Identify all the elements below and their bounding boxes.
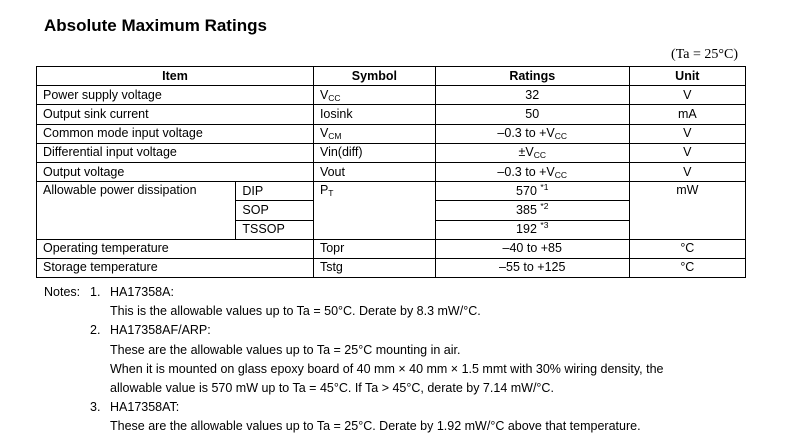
note-text: This is the allowable values up to Ta = 50°C. Derate by 8.3 mW/°C. [110,304,481,319]
unit-cell: V [629,143,745,162]
table-row [37,162,746,181]
note-line [44,417,764,436]
unit-cell: V [629,162,745,181]
symbol-cell: $P_T$ [313,182,435,240]
ambient-condition: (Ta = 25°C) [671,47,738,62]
note-1-heading [44,283,764,302]
note-heading: HA17358AT: [110,400,180,415]
unit-cell: mW [629,182,745,240]
item-cell: Differential input voltage [37,143,314,162]
note-line [44,360,764,379]
header-symbol: Symbol [313,67,435,86]
rating-cell: 570 $^{*1}$ [435,182,629,201]
header-unit: Unit [629,67,745,86]
package-cell: DIP [236,182,314,201]
header-ratings: Ratings [435,67,629,86]
notes-label: Notes: [44,285,81,299]
note-line [44,379,764,398]
rating-cell: $\pm V_{CC}$ [435,143,629,162]
unit-cell: V [629,124,745,143]
rating-cell: 32 [435,86,629,105]
note-3-heading [44,398,764,417]
note-text: These are the allowable values up to Ta = 25°C mounting in air. [110,342,461,357]
table-row [37,86,746,105]
ratings-table [36,66,746,278]
symbol-cell: Vin(diff) [313,143,435,162]
note-number: 2. [90,323,101,338]
rating-cell: 192 $^{*3}$ [435,220,629,239]
note-text: These are the allowable values up to Ta = 25°C. Derate by 1.92 mW/°C above that temperature. [110,419,641,434]
item-cell: Common mode input voltage [37,124,314,143]
table-row [37,258,746,277]
rating-cell: 385 $^{*2}$ [435,201,629,220]
symbol-cell: Tstg [313,258,435,277]
unit-cell: mA [629,105,745,124]
item-cell: Output voltage [37,162,314,181]
package-cell: SOP [236,201,314,220]
rating-cell: –0.3 to $+V_{CC}$ [435,124,629,143]
notes-section [44,283,764,437]
unit-cell: °C [629,239,745,258]
table-row [37,124,746,143]
note-line [44,302,764,321]
symbol-cell: Topr [313,239,435,258]
note-2-heading [44,321,764,340]
note-number: 1. [90,285,101,299]
rating-cell: –55 to +125 [435,258,629,277]
note-heading: HA17358AF/ARP: [110,323,211,338]
symbol-cell: Iosink [313,105,435,124]
package-cell: TSSOP [236,220,314,239]
table-row [37,105,746,124]
unit-cell: V [629,86,745,105]
item-cell: Power supply voltage [37,86,314,105]
note-text: When it is mounted on glass epoxy board of 40 mm × 40 mm × 1.5 mmt with 30% wiring density, the [110,361,664,376]
rating-cell: 50 [435,105,629,124]
page-title: Absolute Maximum Ratings [44,16,267,35]
note-number: 3. [90,400,101,415]
table-row [37,143,746,162]
item-cell: Storage temperature [37,258,314,277]
rating-cell: –0.3 to $+V_{CC}$ [435,162,629,181]
header-item: Item [37,67,314,86]
symbol-cell: Vout [313,162,435,181]
symbol-cell: $V_{CM}$ [313,124,435,143]
table-row-power-dip [37,182,746,201]
table-header-row [37,67,746,86]
unit-cell: °C [629,258,745,277]
item-cell: Output sink current [37,105,314,124]
table-row [37,239,746,258]
note-heading: HA17358A: [110,285,174,299]
note-line [44,341,764,360]
symbol-cell: $V_{CC}$ [313,86,435,105]
item-cell: Operating temperature [37,239,314,258]
item-cell: Allowable power dissipation [37,182,236,240]
note-text: allowable value is 570 mW up to Ta = 45°C. If Ta > 45°C, derate by 7.14 mW/°C. [110,380,554,395]
rating-cell: –40 to +85 [435,239,629,258]
